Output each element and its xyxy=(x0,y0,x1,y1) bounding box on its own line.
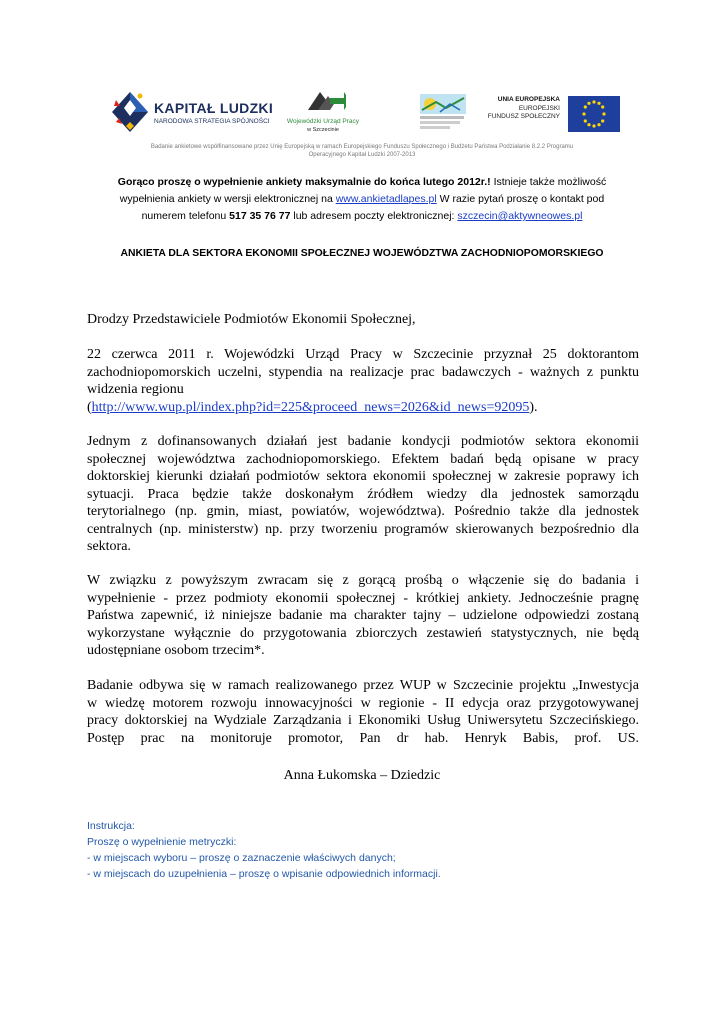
eu-flag-icon xyxy=(568,96,620,132)
wup-emblem-icon xyxy=(306,88,346,116)
kapital-ludzki-title: KAPITAŁ LUDZKI xyxy=(154,100,274,116)
wup-news-link[interactable]: http://www.wup.pl/index.php?id=225&proceed_news=2026&id_news=92095 xyxy=(91,399,530,415)
kapital-ludzki-emblem-icon xyxy=(110,86,150,136)
notice-line-3 xyxy=(80,208,644,225)
paragraph-3-line-1: W związku z powyższym zwracam się z gorącą prośbą o włączenie się do badania i xyxy=(87,573,639,588)
logo-strip xyxy=(108,84,620,140)
paragraph-4-line-4: Postęp prac na monitoruje promotor, Pan dr hab. Henryk Babis, prof. US. xyxy=(87,730,639,746)
funding-note-line-1: Badanie ankietowe współfinansowane przez Unię Europejską w ramach Europejskiego Funduszu Społecznego i Budżetu Państwa Podziałanie 8.2.2 Programu xyxy=(150,144,574,150)
paragraph-1-line-3: widzenia regionu xyxy=(87,382,184,397)
paragraph-2-line-7: sektora. xyxy=(87,539,131,554)
kapital-ludzki-subtitle: NARODOWA STRATEGIA SPÓJNOŚCI xyxy=(154,118,270,125)
project-logo-caption xyxy=(420,116,468,129)
paragraph-3-line-4: wykorzystane wyłącznie do przygotowania zbiorczych zestawień statystycznych, nie będą xyxy=(87,625,639,641)
wup-subtitle: w Szczecinie xyxy=(307,127,339,133)
paragraph-2-line-1: Jednym z dofinansowanych działań jest badanie kondycji podmiotów sektora ekonomii xyxy=(87,434,639,449)
paragraph-2-line-6: centralnych (np. ministerstw) np. przy tworzeniu programów skierowanych bezpośrednio dla xyxy=(87,521,639,537)
instructions-line-3: - w miejscach do uzupełnienia – proszę o wpisanie odpowiednich informacji. xyxy=(87,868,441,880)
instructions-line-2: - w miejscach wyboru – proszę o zaznaczenie właściwych danych; xyxy=(87,852,396,864)
signature: Anna Łukomska – Dziedzic xyxy=(283,768,441,783)
paragraph-1-line-2: zachodniopomorskich uczelni, stypendia na realizacje prac badawczych - ważnych z punktu xyxy=(87,364,639,380)
project-emblem-icon xyxy=(420,94,466,114)
notice-line-3-mid: lub adresem poczty elektronicznej: xyxy=(290,210,458,222)
notice-line-1 xyxy=(80,174,644,191)
survey-heading: ANKIETA DLA SEKTORA EKONOMII SPOŁECZNEJ WOJEWÓDZTWA ZACHODNIOPOMORSKIEGO xyxy=(120,248,604,259)
notice-line-1-rest: Istnieje także możliwość xyxy=(490,176,607,188)
instructions-line-1: Proszę o wypełnienie metryczki: xyxy=(87,836,237,848)
notice-line-3-pre: numerem telefonu xyxy=(141,210,230,222)
eu-line-1: UNIA EUROPEJSKA xyxy=(497,96,560,103)
phone-number: 517 35 76 77 xyxy=(229,210,291,222)
eu-line-3: FUNDUSZ SPOŁECZNY xyxy=(487,113,560,120)
funding-note-line-2: Operacyjnego Kapitał Ludzki 2007-2013 xyxy=(308,152,416,158)
survey-link[interactable]: www.ankietadlapes.pl xyxy=(335,193,437,205)
notice-deadline: Gorąco proszę o wypełnienie ankiety maksymalnie do końca lutego 2012r.! xyxy=(117,176,491,188)
eu-line-2: EUROPEJSKI xyxy=(518,104,560,112)
instructions-title: Instrukcja: xyxy=(87,820,135,832)
kapital-ludzki-logo xyxy=(108,84,274,140)
letter-greeting: Drodzy Przedstawiciele Podmiotów Ekonomii Społecznej, xyxy=(87,312,416,327)
wup-logo xyxy=(278,84,368,140)
notice-line-2 xyxy=(80,191,644,208)
paragraph-3-line-2: wypełnienie - przez podmioty ekonomii społecznej - krótkiej ankiety. Jednocześnie pragnę xyxy=(87,590,639,606)
paragraph-4-line-3: pracy doktorskiej na Wydziale Zarządzania i Ekonomiki Usług Uniwersytetu Szczecińskiego. xyxy=(87,713,639,728)
paragraph-2-line-4: sytuacji. Praca będzie także doskonałym źródłem wiedzy dla jednostek samorządu xyxy=(87,486,639,502)
eu-logo xyxy=(487,84,620,140)
paren-open: ( xyxy=(87,399,92,415)
paragraph-3-line-5: udostępniane osobom trzecim*. xyxy=(87,643,265,658)
notice-line-2-post: W razie pytań proszę o kontakt pod xyxy=(436,193,605,205)
paragraph-4-line-2: w wiedzę motorem rozwoju innowacyjności w regionie - II edycja oraz przygotowywanej xyxy=(87,695,639,711)
paragraph-2-line-5: terytorialnego (np. gmin, miast, powiatów, województwa). Pośrednio także dla jednostek xyxy=(87,504,639,519)
paragraph-4-line-1: Badanie odbywa się w ramach realizowanego przez WUP w Szczecinie projektu „Inwestycja xyxy=(87,678,639,693)
notice-line-2-pre: wypełnienia ankiety w wersji elektronicznej na xyxy=(119,193,336,205)
paren-close: ). xyxy=(529,399,538,415)
paragraph-2-line-2: społecznej województwa zachodniopomorskiego. Efektem badań będą opisane w pracy xyxy=(87,451,639,467)
eu-logo-text xyxy=(488,96,560,122)
email-link[interactable]: szczecin@aktywneowes.pl xyxy=(457,210,583,222)
wup-title: Wojewódzki Urząd Pracy xyxy=(286,118,360,125)
paragraph-3-line-3: Państwa zapewnić, iż niniejsze badanie ma charakter tajny – udzielone odpowiedzi zostaną xyxy=(87,608,639,623)
paragraph-1-line-1: 22 czerwca 2011 r. Wojewódzki Urząd Pracy w Szczecinie przyznał 25 doktorantom xyxy=(87,347,639,362)
paragraph-1-line-4 xyxy=(87,399,639,417)
paragraph-2-line-3: doktorskiej kierunki działań podmiotów sektora ekonomii społecznej w zakresie poprawy ich xyxy=(87,469,639,484)
project-logo xyxy=(420,84,468,140)
